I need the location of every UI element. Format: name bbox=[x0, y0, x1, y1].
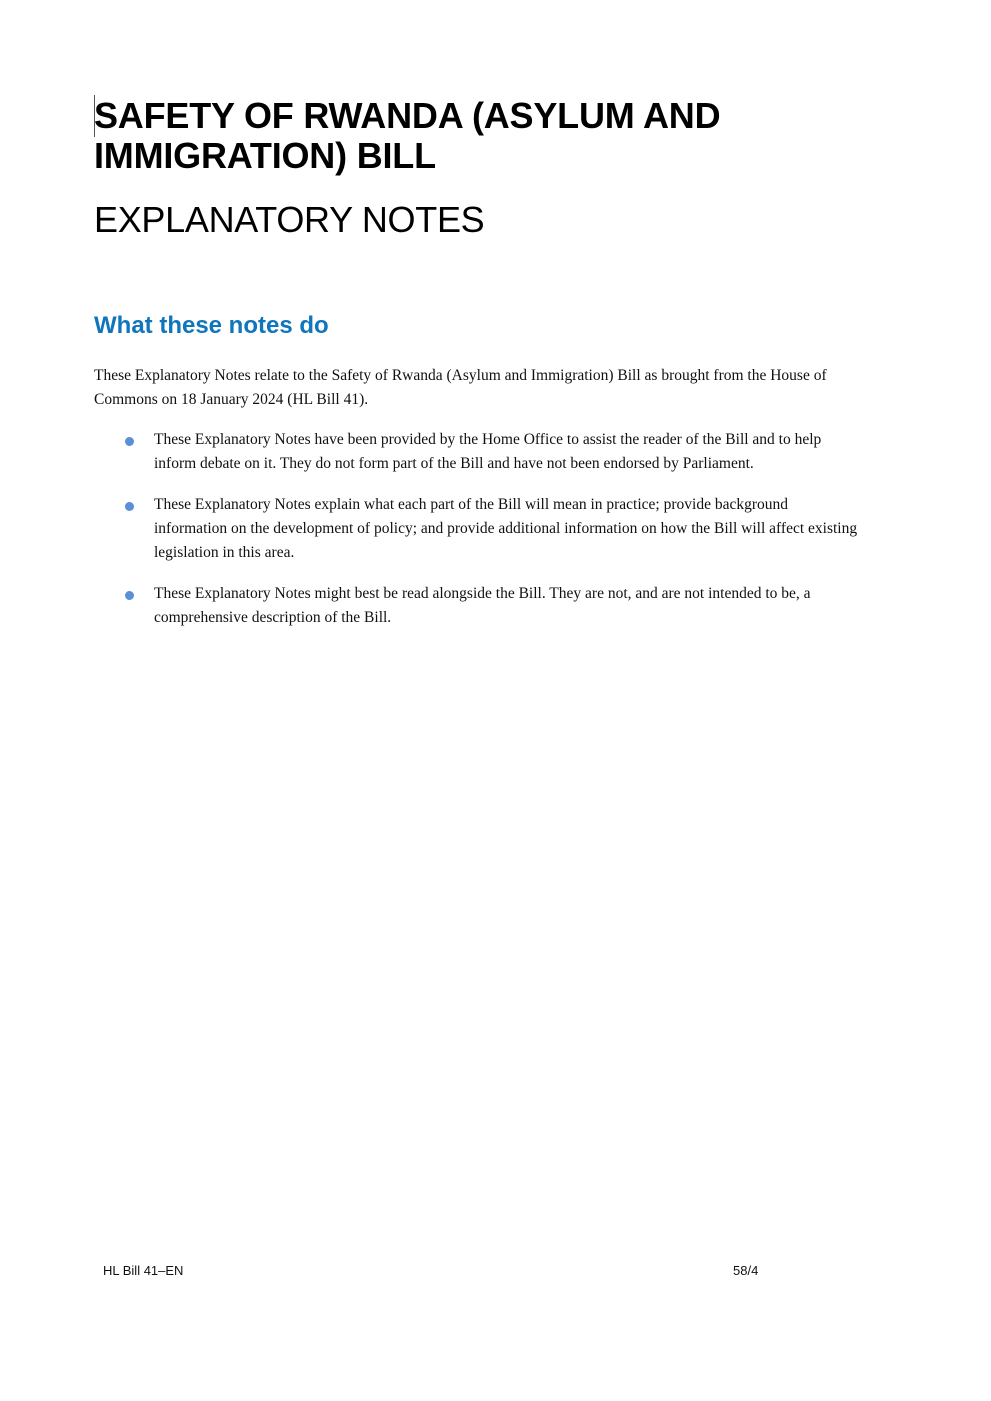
bullet-icon bbox=[125, 437, 134, 446]
bullet-list bbox=[94, 428, 864, 647]
bullet-icon bbox=[125, 502, 134, 511]
intro-paragraph: These Explanatory Notes relate to the Safety of Rwanda (Asylum and Immigration) Bill as brought from the House of Commons on 18 January 2024 (HL Bill 41). bbox=[94, 367, 827, 408]
bill-title: SAFETY OF RWANDA (ASYLUM AND IMMIGRATION) BILL bbox=[94, 95, 721, 176]
list-item bbox=[94, 493, 864, 565]
footer-print-number: 58/4 bbox=[733, 1263, 759, 1278]
list-item-text: These Explanatory Notes explain what each part of the Bill will mean in practice; provide background information on the development of policy; and provide additional information on how the Bill will affect existing legislation in this area. bbox=[154, 496, 858, 561]
footer-bill-reference: HL Bill 41–EN bbox=[103, 1263, 184, 1278]
list-item bbox=[94, 428, 864, 476]
list-item-text: These Explanatory Notes have been provided by the Home Office to assist the reader of the Bill and to help inform debate on it. They do not form part of the Bill and have not been endorsed by Parliament. bbox=[154, 431, 822, 472]
section-heading: What these notes do bbox=[94, 312, 329, 339]
list-item bbox=[94, 582, 864, 630]
document-subtitle: EXPLANATORY NOTES bbox=[94, 199, 485, 240]
list-item-text: These Explanatory Notes might best be read alongside the Bill. They are not, and are not intended to be, a comprehensive description of the Bill. bbox=[154, 585, 811, 626]
bullet-icon bbox=[125, 591, 134, 600]
